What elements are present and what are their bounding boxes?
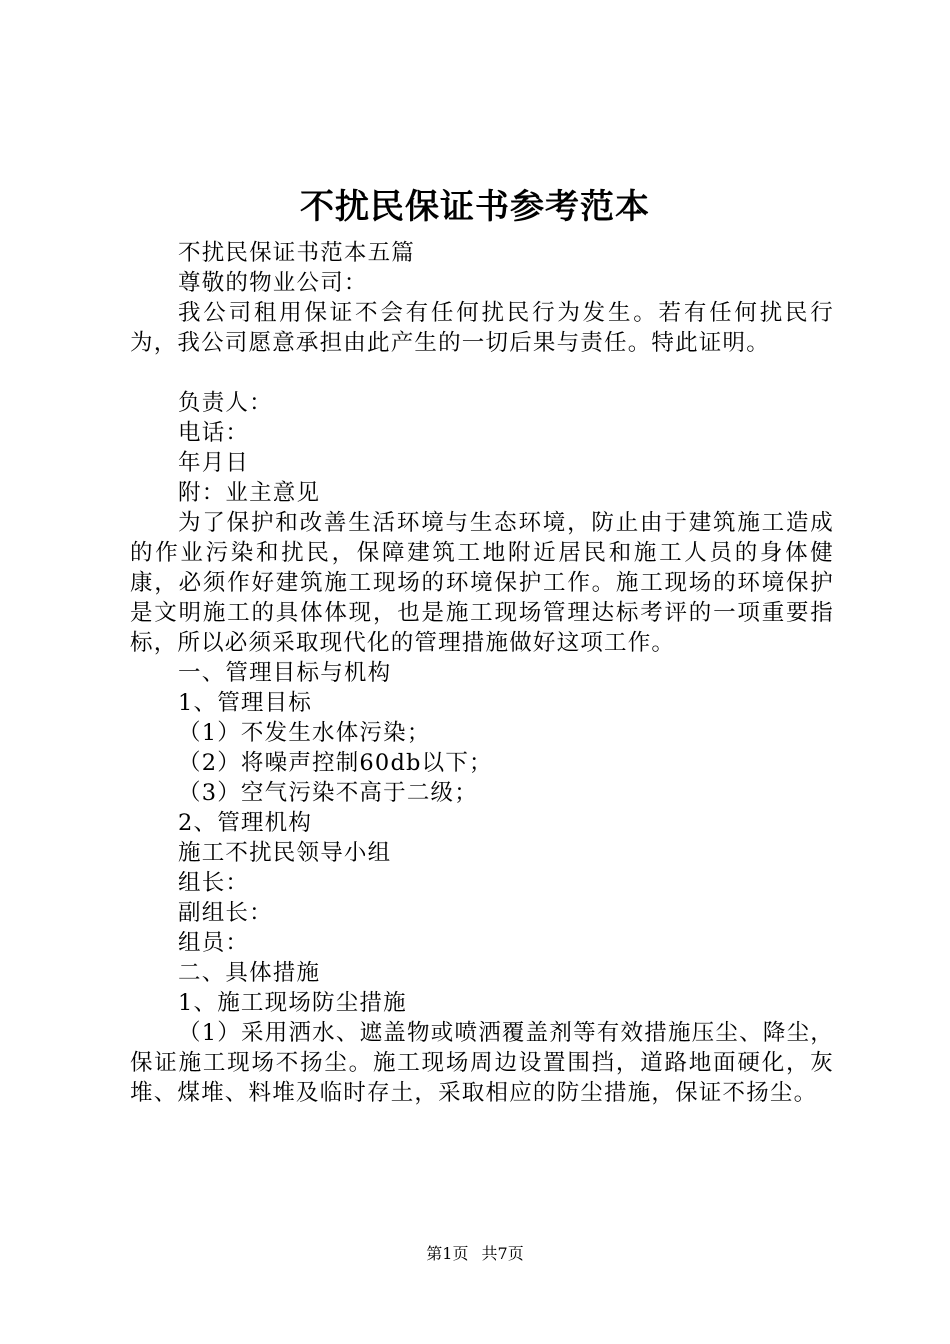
paragraph: 组员：: [178, 930, 250, 956]
paragraph: 不扰民保证书范本五篇: [178, 240, 416, 266]
paragraph: 副组长：: [178, 900, 273, 926]
subsection-heading: 1、管理目标: [178, 690, 313, 716]
list-item: （2）将噪声控制60db以下；: [178, 750, 493, 776]
paragraph: 我公司租用保证不会有任何扰民行为发生。若有任何扰民行为，我公司愿意承担由此产生的一切后果与责任。特此证明。: [130, 300, 834, 356]
document-title: 不扰民保证书参考范本: [300, 187, 650, 227]
list-item: （1）不发生水体污染；: [178, 720, 431, 746]
subsection-heading: 1、施工现场防尘措施: [178, 990, 407, 1016]
paragraph: 施工不扰民领导小组: [178, 840, 392, 866]
blank-line: [130, 358, 834, 388]
section-heading: 二、具体措施: [178, 960, 321, 986]
paragraph: （1）采用洒水、遮盖物或喷洒覆盖剂等有效措施压尘、降尘，保证施工现场不扬尘。施工现场周边设置围挡，道路地面硬化，灰堆、煤堆、料堆及临时存土，采取相应的防尘措施，保证不扬尘。: [130, 1020, 834, 1106]
subsection-heading: 2、管理机构: [178, 810, 313, 836]
paragraph: 尊敬的物业公司：: [178, 270, 368, 296]
page-footer: [0, 1243, 950, 1265]
paragraph: 组长：: [178, 870, 250, 896]
page-total: 共7页: [481, 1244, 524, 1263]
list-item: （3）空气污染不高于二级；: [178, 780, 478, 806]
paragraph: 负责人：: [178, 390, 273, 416]
page-number: 第1页: [426, 1244, 469, 1263]
paragraph: 电话：: [178, 420, 250, 446]
section-heading: 一、管理目标与机构: [178, 660, 392, 686]
document-body: [130, 238, 834, 1108]
paragraph: 年月日: [178, 450, 250, 476]
paragraph: 为了保护和改善生活环境与生态环境，防止由于建筑施工造成的作业污染和扰民，保障建筑工地附近居民和施工人员的身体健康，必须作好建筑施工现场的环境保护工作。施工现场的环境保护是文明施工的具体体现，也是施工现场管理达标考评的一项重要指标，所以必须采取现代化的管理措施做好这项工作。: [130, 510, 834, 656]
paragraph: 附：业主意见: [178, 480, 321, 506]
